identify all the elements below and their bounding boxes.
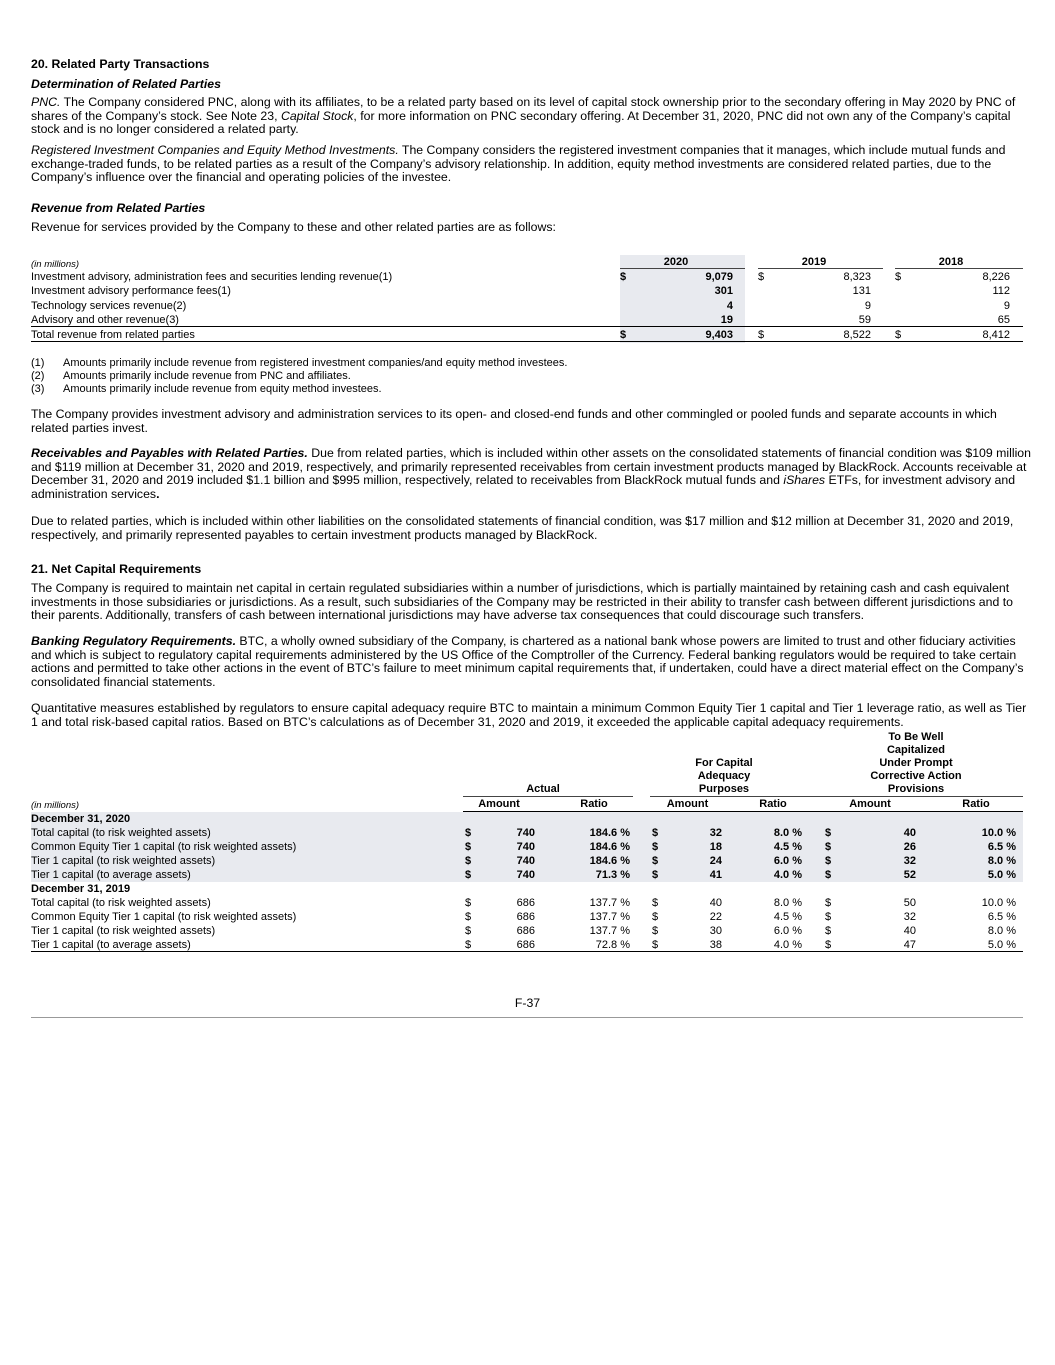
currency-symbol: $ <box>825 939 832 951</box>
capital-ratio: 137.7 % <box>589 911 630 923</box>
revenue-bottom-rule <box>31 341 1023 342</box>
pnc-capital-stock-ref: Capital Stock <box>280 108 354 123</box>
revenue-row-label <box>31 329 195 342</box>
revenue-row-label-text: Advisory and other revenue <box>31 313 166 326</box>
revenue-value: 9 <box>864 299 871 312</box>
pnc-paragraph <box>31 96 1031 137</box>
revenue-value: 8,323 <box>843 271 871 283</box>
capital-amount: 40 <box>709 897 722 909</box>
capital-row-label: Tier 1 capital (to risk weighted assets) <box>31 925 216 937</box>
capital-ratio: 6.5 % <box>987 911 1016 923</box>
currency-symbol: $ <box>895 271 902 283</box>
registered-paragraph <box>31 144 1031 185</box>
header-well-5: Provisions <box>887 783 945 795</box>
currency-symbol: $ <box>825 897 832 909</box>
capital-amount: 686 <box>516 925 535 937</box>
currency-symbol: $ <box>825 841 832 853</box>
capital-period-heading: December 31, 2020 <box>31 813 131 825</box>
capital-amount: 18 <box>709 841 722 853</box>
revenue-year-2020: 2020 <box>663 256 689 268</box>
capital-ratio: 10.0 % <box>981 897 1016 909</box>
capital-amount: 32 <box>709 827 722 839</box>
revenue-year-2018: 2018 <box>938 256 964 268</box>
capital-ratio: 184.6 % <box>589 827 630 839</box>
receivables-text-2: ETFs, for investment advisory and administration services <box>31 473 1016 501</box>
revenue-row-label <box>31 285 231 298</box>
revenue-value: 9,403 <box>705 328 733 341</box>
quantitative-paragraph: Quantitative measures established by regulators to ensure capital adequacy require BTC to maintain a minimum Common Equity Tier 1 capital and Tier 1 leverage ratio, as well as Tier 1 and total risk-based capital ratios. Based on BTC’s calculations as of December 31, 2020 and 2019, it exceeded the applicable capital adequacy requirements. <box>31 701 1027 729</box>
capital-ratio: 4.0 % <box>773 939 802 951</box>
capital-row-label: Total capital (to risk weighted assets) <box>31 827 211 839</box>
footnote-number: (2) <box>31 370 45 382</box>
col-adequacy-amount: Amount <box>666 798 709 810</box>
page-number: F-37 <box>514 996 541 1010</box>
header-adequacy-1: For Capital <box>695 757 753 769</box>
revenue-row-label-text: Total revenue from related parties <box>31 328 195 341</box>
revenue-row-label <box>31 314 179 327</box>
footnote-ref: (2) <box>172 299 187 312</box>
revenue-value: 59 <box>858 313 871 326</box>
currency-symbol: $ <box>825 827 832 839</box>
revenue-row-label <box>31 300 186 313</box>
capital-amount: 740 <box>516 869 535 881</box>
capital-row-label: Common Equity Tier 1 capital (to risk weighted assets) <box>31 841 297 853</box>
capital-amount: 686 <box>516 939 535 951</box>
capital-amount: 26 <box>903 841 916 853</box>
net-capital-intro: The Company is required to maintain net capital in certain regulated subsidiaries within a number of jurisdictions, which is partially maintained by retaining cash and cash equivalent investments in those subsidiaries or jurisdictions. As a result, such subsidiaries of the Company may be restricted in their ability to transfer cash between different jurisdictions and to their parents. Additionally, transfers of cash between international jurisdictions may have adverse tax consequences that could discourage such transfers. <box>31 581 1013 623</box>
currency-symbol: $ <box>758 328 765 341</box>
capital-amount: 52 <box>903 869 916 881</box>
capital-ratio: 184.6 % <box>589 841 630 853</box>
capital-amount: 22 <box>709 911 722 923</box>
revenue-value: 8,522 <box>843 328 871 341</box>
revenue-row-label-text: Investment advisory, administration fees and securities lending revenue <box>31 271 379 283</box>
currency-symbol: $ <box>465 911 472 923</box>
revenue-value: 9 <box>1003 299 1010 312</box>
currency-symbol: $ <box>652 939 659 951</box>
footnote-number: (3) <box>31 383 45 395</box>
capital-amount: 686 <box>516 911 535 923</box>
revenue-value: 301 <box>714 285 733 298</box>
currency-symbol: $ <box>652 841 659 853</box>
pnc-text-2: , for more information on PNC secondary offering. At December 31, 2020, PNC did not own any of the Company’s capital stock and is no longer considered a related party. <box>31 108 1011 137</box>
pnc-label: PNC. <box>31 95 61 109</box>
revenue-units: (in millions) <box>31 259 80 270</box>
due-to-paragraph: Due to related parties, which is included within other liabilities on the consolidated statements of financial condition, was $17 million and $12 million at December 31, 2020 and 2019, respectively, and primarily represented payables to certain investment products managed by BlackRock. <box>31 514 1014 542</box>
currency-symbol: $ <box>465 841 472 853</box>
advisory-paragraph: The Company provides investment advisory and administration services to its open- and closed-end funds and other commingled or pooled funds and separate accounts in which related parties invest. <box>31 407 997 435</box>
capital-bottom-rule <box>31 951 1023 952</box>
revenue-value: 112 <box>992 285 1010 298</box>
currency-symbol: $ <box>465 925 472 937</box>
header-well-4: Corrective Action <box>870 770 962 782</box>
capital-amount: 40 <box>903 827 916 839</box>
banking-text: BTC, a wholly owned subsidiary of the Company, is chartered as a national bank whose powers are limited to trust and other fiduciary activities and which is subject to regulatory capital requirements administered by the US Office of the Comptroller of the Currency. Federal banking regulators would be required to take certain actions and permitted to take other actions in the event of BTC’s failure to meet minimum capital requirements that, if undertaken, could have a direct material effect on the Company’s consolidated financial statements. <box>31 634 1024 689</box>
currency-symbol: $ <box>652 855 659 867</box>
section-20-title: 20. Related Party Transactions <box>31 57 210 71</box>
revenue-value: 8,412 <box>982 328 1010 341</box>
receivables-text-1: Due from related parties, which is included within other assets on the consolidated statements of financial condition was $109 million and $119 million at December 31, 2020 and 2019, respectively, and primarily represented receivables from certain investment products managed by BlackRock. Accounts receivable at December 31, 2020 and 2019 included $1.1 billion and $995 million, respectively, related to receivables from BlackRock mutual funds and <box>31 446 1031 488</box>
currency-symbol: $ <box>620 271 627 283</box>
capital-ratio: 137.7 % <box>589 897 630 909</box>
currency-symbol: $ <box>652 827 659 839</box>
capital-ratio: 5.0 % <box>987 939 1016 951</box>
currency-symbol: $ <box>758 271 765 283</box>
capital-amount: 41 <box>709 869 722 881</box>
currency-symbol: $ <box>652 925 659 937</box>
receivables-label: Receivables and Payables with Related Parties. <box>31 446 308 460</box>
revenue-heading: Revenue from Related Parties <box>31 201 206 215</box>
header-well-3: Under Prompt <box>879 757 953 769</box>
registered-label: Registered Investment Companies and Equity Method Investments. <box>31 143 399 157</box>
determination-heading: Determination of Related Parties <box>31 77 221 91</box>
capital-units: (in millions) <box>31 800 80 811</box>
capital-amount: 686 <box>516 897 535 909</box>
currency-symbol: $ <box>825 925 832 937</box>
capital-ratio: 137.7 % <box>589 925 630 937</box>
currency-symbol: $ <box>825 911 832 923</box>
header-adequacy-3: Purposes <box>698 783 750 795</box>
capital-amount: 24 <box>709 855 722 867</box>
currency-symbol: $ <box>652 869 659 881</box>
currency-symbol: $ <box>465 855 472 867</box>
capital-ratio: 4.0 % <box>773 869 802 881</box>
capital-ratio: 4.5 % <box>773 911 802 923</box>
capital-ratio: 8.0 % <box>987 855 1016 867</box>
currency-symbol: $ <box>620 328 627 341</box>
registered-text: The Company considers the registered investment companies that it manages, which include mutual funds and exchange-traded funds, to be related parties as a result of the Company’s advisory relationship. In addition, equity method investments are considered related parties, due to the Company’s influence over the financial and operating policies of the investee. <box>31 143 1006 185</box>
section-21-title: 21. Net Capital Requirements <box>31 562 202 576</box>
footer-rule <box>31 1017 1023 1018</box>
col-actual-ratio: Ratio <box>580 798 608 810</box>
capital-amount: 740 <box>516 827 535 839</box>
revenue-year-2019: 2019 <box>801 256 827 268</box>
header-well-2: Capitalized <box>886 744 946 756</box>
revenue-value: 131 <box>852 285 871 298</box>
currency-symbol: $ <box>465 897 472 909</box>
capital-amount: 740 <box>516 841 535 853</box>
pnc-text-1: The Company considered PNC, along with its affiliates, to be a related party based on its level of capital stock ownership prior to the secondary offering in May 2020 by PNC of shares of the Company’s stock. See Note 23, <box>31 95 1016 123</box>
capital-amount: 32 <box>903 911 916 923</box>
col-adequacy-ratio: Ratio <box>759 798 787 810</box>
capital-amount: 40 <box>903 925 916 937</box>
ishares-term: iShares <box>783 473 826 488</box>
capital-row-label: Common Equity Tier 1 capital (to risk weighted assets) <box>31 911 297 923</box>
capital-amount: 50 <box>903 897 916 909</box>
currency-symbol: $ <box>465 939 472 951</box>
currency-symbol: $ <box>895 328 902 341</box>
footnote-ref: (1) <box>378 271 393 283</box>
revenue-value: 9,079 <box>705 271 733 283</box>
revenue-total-rule <box>31 326 1023 327</box>
receivables-paragraph <box>31 447 1031 501</box>
revenue-row-label-text: Technology services revenue <box>31 299 173 312</box>
capital-amount: 30 <box>709 925 722 937</box>
currency-symbol: $ <box>825 855 832 867</box>
capital-ratio: 6.0 % <box>773 855 802 867</box>
revenue-value: 65 <box>997 313 1010 326</box>
capital-ratio: 4.5 % <box>773 841 802 853</box>
receivables-end: . <box>156 486 160 501</box>
col-well-ratio: Ratio <box>962 798 990 810</box>
currency-symbol: $ <box>652 897 659 909</box>
capital-row-label: Tier 1 capital (to risk weighted assets) <box>31 855 216 867</box>
footnote-text: Amounts primarily include revenue from equity method investees. <box>63 383 382 395</box>
revenue-intro: Revenue for services provided by the Company to these and other related parties are as follows: <box>31 220 556 234</box>
capital-ratio: 6.5 % <box>987 841 1016 853</box>
col-well-amount: Amount <box>849 798 891 810</box>
revenue-row-label-text: Investment advisory performance fees <box>31 285 218 298</box>
col-actual-amount: Amount <box>478 798 520 810</box>
capital-ratio: 6.0 % <box>773 925 802 937</box>
banking-label: Banking Regulatory Requirements. <box>31 634 236 648</box>
capital-row-label: Tier 1 capital (to average assets) <box>31 939 191 951</box>
capital-ratio: 10.0 % <box>981 827 1016 839</box>
capital-amount: 47 <box>903 939 916 951</box>
footnote-text: Amounts primarily include revenue from registered investment companies/and equity method investees. <box>63 357 568 369</box>
capital-ratio: 8.0 % <box>773 897 802 909</box>
capital-ratio: 71.3 % <box>595 869 630 881</box>
footnote-ref: (1) <box>217 285 231 298</box>
capital-ratio: 8.0 % <box>773 827 802 839</box>
footnote-number: (1) <box>31 357 45 369</box>
capital-period-heading: December 31, 2019 <box>31 883 131 895</box>
capital-amount: 38 <box>709 939 722 951</box>
banking-paragraph <box>31 635 1031 689</box>
header-actual: Actual <box>526 783 560 795</box>
revenue-value: 4 <box>726 299 733 312</box>
capital-ratio: 8.0 % <box>987 925 1016 937</box>
header-well-1: To Be Well <box>888 731 944 743</box>
currency-symbol: $ <box>465 827 472 839</box>
currency-symbol: $ <box>465 869 472 881</box>
capital-row-label: Total capital (to risk weighted assets) <box>31 897 211 909</box>
currency-symbol: $ <box>652 911 659 923</box>
revenue-value: 19 <box>720 313 733 326</box>
capital-row-label: Tier 1 capital (to average assets) <box>31 869 191 881</box>
currency-symbol: $ <box>825 869 832 881</box>
capital-ratio: 72.8 % <box>595 939 630 951</box>
header-adequacy-2: Adequacy <box>697 770 751 782</box>
capital-ratio: 184.6 % <box>589 855 630 867</box>
footnote-ref: (3) <box>165 313 179 326</box>
revenue-value: 8,226 <box>982 271 1010 283</box>
revenue-row-label <box>31 271 392 284</box>
capital-ratio: 5.0 % <box>987 869 1016 881</box>
footnote-text: Amounts primarily include revenue from PNC and affiliates. <box>63 370 351 382</box>
capital-amount: 32 <box>903 855 916 867</box>
capital-amount: 740 <box>516 855 535 867</box>
